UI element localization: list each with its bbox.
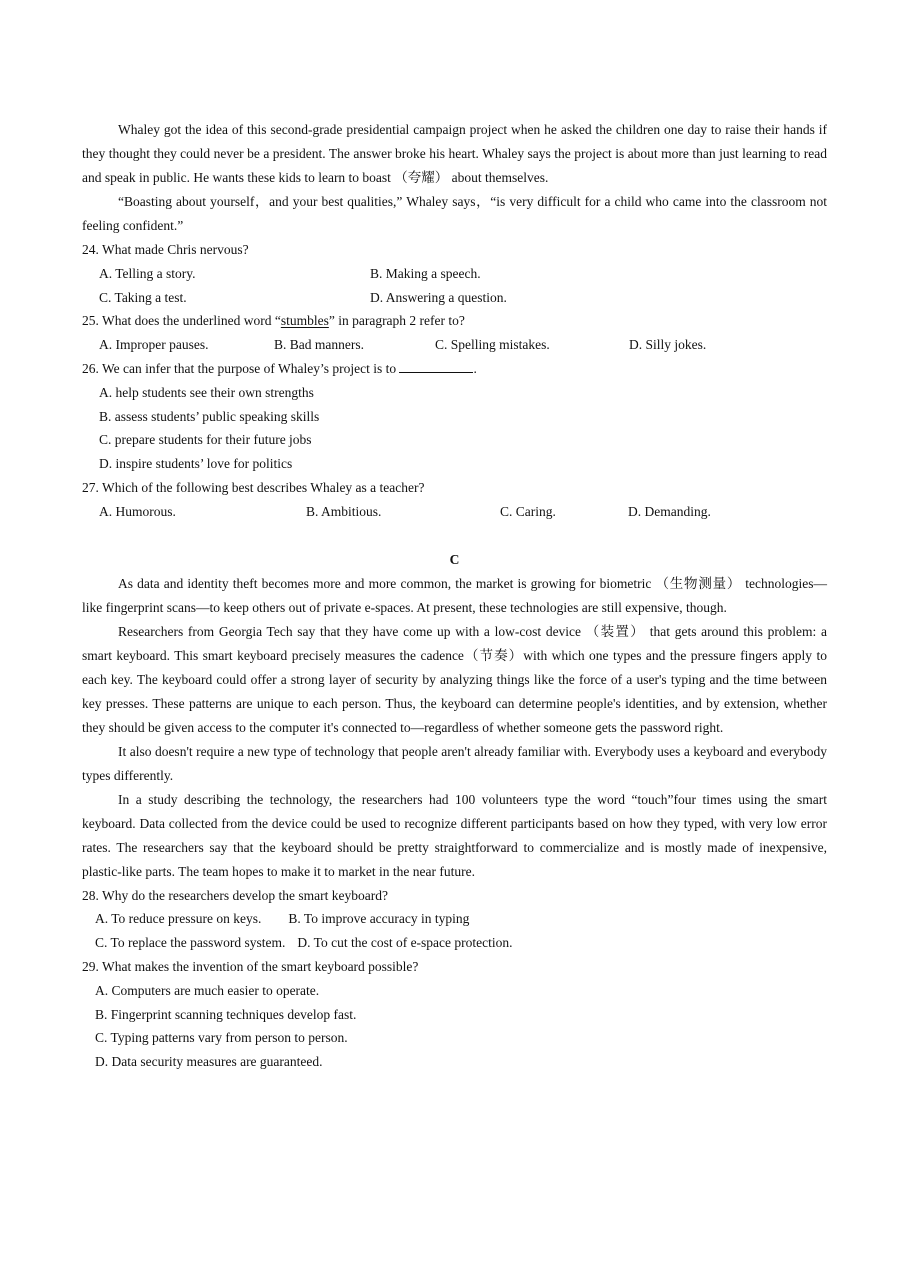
option-b: B. Bad manners. [274,337,364,353]
option-c: C. To replace the password system. [95,935,286,951]
option-d: D. To cut the cost of e-space protection. [297,935,513,951]
option-b: B. assess students’ public speaking skills [99,408,320,424]
passage-paragraph: In a study describing the technology, the researchers had 100 volunteers type the word “touch”four times using the smart keyboard. Data collected from the device could be used to recognize different participants based on how they typed, with very low error rates. The researchers say that the keyboard should be pretty straightforward to commercialize and is mostly made of inexpensive, plastic-like parts. The team hopes to make it to market in the near future. [82,791,827,879]
stem-text: 26. We can infer that the purpose of Whaley’s project is to [82,360,397,376]
question-28-options [82,907,827,931]
option-d: D. Demanding. [628,503,711,519]
question-25-stem [82,309,827,333]
question-24-stem: 24. What made Chris nervous? [82,242,249,257]
question-27-options [82,500,827,524]
stem-text: ” in paragraph 2 refer to? [328,313,465,329]
stem-text: . [473,360,477,376]
question-27-stem: 27. Which of the following best describes Whaley as a teacher? [82,479,425,495]
passage-paragraph: As data and identity theft becomes more and more common, the market is growing for biometric （生物测量） technologies—like fingerprint scans—to keep others out of private e-spaces. At present, these technologies are still expensive, though. [82,575,827,615]
option-a: A. Telling a story. [99,265,196,281]
passage-paragraph: Researchers from Georgia Tech say that they have come up with a low-cost device （装置） that gets around this problem: a smart keyboard. This smart keyboard precisely measures the cadence（节奏）with which one types and the pressure fingers apply to each key. The keyboard could offer a strong layer of security by analyzing things like the force of a user's typing and the time between key presses. These patterns are unique to each person. Thus, the keyboard can determine people's identities, and by extension, whether they should be given access to the computer it's connected to—regardless of whether someone gets the password right. [82,623,827,735]
option-a: A. help students see their own strengths [99,384,314,400]
option-c: C. Spelling mistakes. [435,337,550,353]
option-d: D. Answering a question. [370,289,507,305]
question-28-stem: 28. Why do the researchers develop the smart keyboard? [82,887,389,903]
question-29-stem: 29. What makes the invention of the smart keyboard possible? [82,958,419,974]
passage-paragraph: Whaley got the idea of this second-grade presidential campaign project when he asked the children one day to raise their hands if they thought they could never be a president. The answer broke his heart. Whaley says the project is about more than just learning to read and speak in public. He wants these kids to learn to boast （夸耀） about themselves. [82,122,827,185]
option-d: D. Data security measures are guaranteed. [95,1054,323,1070]
option-a: A. Humorous. [99,503,176,519]
question-28-options [82,931,827,955]
option-d: D. inspire students’ love for politics [99,456,293,472]
option-c: C. Typing patterns vary from person to person. [95,1030,348,1046]
answer-blank [399,359,473,373]
option-c: C. prepare students for their future jobs [99,432,312,448]
section-heading: C [449,551,460,567]
option-a: A. To reduce pressure on keys. [95,911,262,927]
option-b: B. Ambitious. [306,503,382,519]
question-25-options [82,333,827,357]
option-b: B. To improve accuracy in typing [288,911,470,927]
option-a: A. Computers are much easier to operate. [95,982,320,998]
option-b: B. Fingerprint scanning techniques develop fast. [95,1006,357,1022]
stem-text: 25. What does the underlined word “ [82,313,281,329]
question-24-options [82,262,827,286]
option-c: C. Taking a test. [99,289,187,305]
passage-paragraph: “Boasting about yourself，and your best qualities,” Whaley says，“is very difficult for a child who came into the classroom not feeling confident.” [82,194,827,233]
option-b: B. Making a speech. [370,265,481,281]
option-c: C. Caring. [500,503,556,519]
question-26-stem [82,357,827,381]
option-d: D. Silly jokes. [629,337,707,353]
option-a: A. Improper pauses. [99,337,209,353]
page-content [82,118,827,1074]
underlined-word: stumbles [280,313,329,329]
passage-paragraph: It also doesn't require a new type of technology that people aren't already familiar with. Everybody uses a keyboard and everybody types differently. [82,743,827,783]
question-24-options [82,286,827,310]
